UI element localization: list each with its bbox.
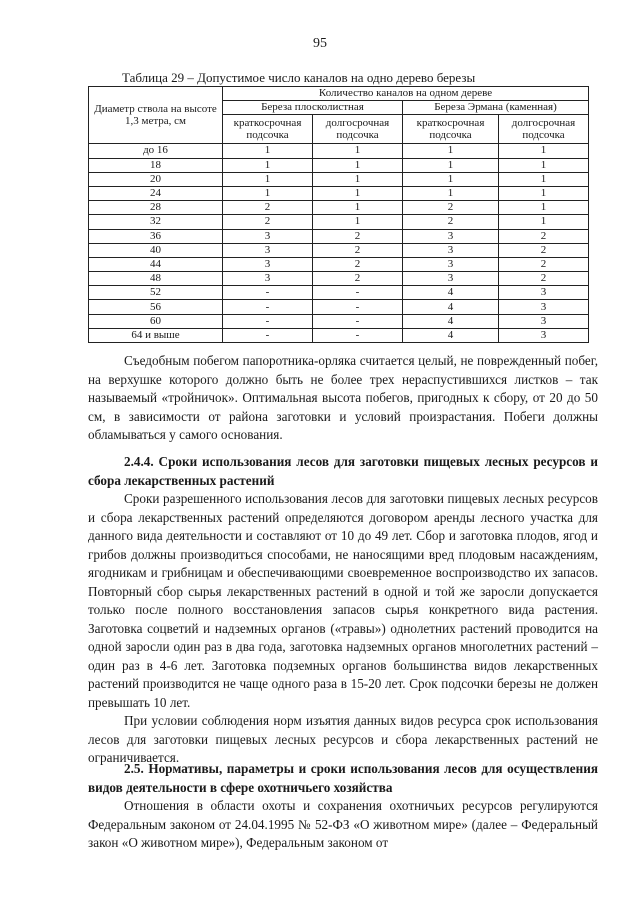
channel-count-cell: 3 [403,229,499,243]
channel-count-cell: 4 [403,286,499,300]
channel-count-cell: 3 [403,257,499,271]
channel-count-cell: 1 [499,172,589,186]
channel-count-cell: - [313,314,403,328]
table-row [89,186,589,200]
channel-count-cell: 3 [499,300,589,314]
channel-count-cell: 1 [313,144,403,158]
page-number: 95 [313,36,327,51]
table-row [89,229,589,243]
channel-count-cell: 2 [403,201,499,215]
channel-count-cell: 1 [223,144,313,158]
fern-paragraph: Съедобным побегом папоротника-орляка считается целый, не поврежденный побег, на верхушке которого должно быть не более трех нераспустившихся листков – так называемый «тройничок». Оптимальная высота побегов, пригодных к сбору, от 20 до 50 см, в зависимости от района заготовки и условий произрастания. Побеги должны обламываться у самого основания. [88,353,598,442]
diameter-cell: 20 [89,172,223,186]
table-row [89,158,589,172]
header-channels: Количество каналов на одном дереве [223,87,589,101]
channel-count-cell: 4 [403,314,499,328]
table-row [89,300,589,314]
channel-count-cell: 3 [223,257,313,271]
channel-count-cell: 1 [403,144,499,158]
channel-count-cell: 1 [313,172,403,186]
section-heading-2-4-4: 2.4.4. Сроки использования лесов для заготовки пищевых лесных ресурсов и сбора лекарственных растений [88,454,598,488]
channel-count-cell: 1 [499,144,589,158]
header-species-flat: Береза плосколистная [223,101,403,115]
channel-count-cell: 1 [403,158,499,172]
channel-count-cell: 1 [223,158,313,172]
diameter-cell: 48 [89,272,223,286]
channel-count-cell: 1 [499,186,589,200]
table-row [89,272,589,286]
channel-count-cell: 3 [223,243,313,257]
header-short-term: краткосрочная подсочка [403,115,499,144]
header-long-term: долгосрочная подсочка [499,115,589,144]
channel-count-cell: 2 [313,257,403,271]
channel-count-cell: 1 [499,215,589,229]
channel-count-cell: 2 [499,257,589,271]
section-heading-2-5: 2.5. Нормативы, параметры и сроки использования лесов для осуществления видов деятельности в сфере охотничьего хозяйства [88,761,598,795]
section-2-5 [88,760,598,853]
channel-count-cell: 1 [313,158,403,172]
diameter-cell: 56 [89,300,223,314]
channel-count-cell: - [223,300,313,314]
channel-count-cell: 1 [223,172,313,186]
channel-count-cell: - [313,300,403,314]
channel-count-cell: - [313,328,403,342]
table-caption: Таблица 29 – Допустимое число каналов на одно дерево березы [122,70,476,85]
diameter-cell: 36 [89,229,223,243]
diameter-cell: 52 [89,286,223,300]
channel-count-cell: 3 [223,229,313,243]
channel-count-cell: 4 [403,328,499,342]
diameter-cell: до 16 [89,144,223,158]
diameter-cell: 64 и выше [89,328,223,342]
header-short-term: краткосрочная подсочка [223,115,313,144]
channel-count-cell: 1 [313,201,403,215]
channel-count-cell: 1 [499,201,589,215]
table-row [89,172,589,186]
section-2-4-4-paragraph-1: Сроки разрешенного использования лесов для заготовки пищевых лесных ресурсов и сбора лекарственных растений определяются договором аренды лесного участка для данного вида деятельности и составляют от 10 до 49 лет. Сбор и заготовка плодов, ягод и грибов должны производиться способами, не наносящими вред плодовым насаждениям, ягодникам и грибницам и обеспечивающими своевременное воспроизводство их запасов. Повторный сбор сырья лекарственных растений в одной и той же заросли допускается только после полного восстановления запасов сырья конкретного вида растения. Заготовка соцветий и надземных органов («травы») однолетних растений проводится на одной заросли один раз в два года, заготовка надземных органов многолетних растений – один раз в 4-6 лет. Заготовка подземных органов большинства видов лекарственных растений производится не чаще одного раза в 15-20 лет. Срок подсочки березы не должен превышать 10 лет. [88,491,598,710]
diameter-cell: 60 [89,314,223,328]
fern-paragraph-block [88,352,598,445]
channel-count-cell: - [223,286,313,300]
channel-count-cell: 2 [313,229,403,243]
section-2-5-paragraph-1: Отношения в области охоты и сохранения охотничьих ресурсов регулируются Федеральным законом от 24.04.1995 № 52-ФЗ «О животном мире» (далее – Федеральный закон «О животном мире»), Федеральным законом от [88,798,598,850]
header-diameter: Диаметр ствола на высоте 1,3 метра, см [89,87,223,144]
channel-count-cell: 1 [313,186,403,200]
channel-count-cell: 2 [223,201,313,215]
table-row [89,257,589,271]
channel-count-cell: 2 [223,215,313,229]
table-row [89,314,589,328]
channel-count-cell: 1 [313,215,403,229]
channel-count-cell: 2 [499,229,589,243]
channel-count-cell: 1 [223,186,313,200]
section-2-4-4 [88,453,598,768]
channel-count-cell: 3 [499,314,589,328]
diameter-cell: 28 [89,201,223,215]
header-long-term: долгосрочная подсочка [313,115,403,144]
channel-count-cell: - [313,286,403,300]
table-row [89,328,589,342]
table-row [89,286,589,300]
channel-count-cell: 2 [499,243,589,257]
diameter-cell: 24 [89,186,223,200]
section-2-4-4-paragraph-2: При условии соблюдения норм изъятия данных видов ресурса срок использования лесов для заготовки пищевых лесных ресурсов и сбора лекарственных растений не ограничивается. [88,713,598,765]
channel-count-cell: 3 [499,328,589,342]
channel-count-cell: 1 [499,158,589,172]
channel-count-cell: 2 [403,215,499,229]
birch-channels-table [88,86,589,343]
channel-count-cell: 4 [403,300,499,314]
channel-count-cell: 3 [403,272,499,286]
channel-count-cell: 3 [403,243,499,257]
table-row [89,215,589,229]
channel-count-cell: - [223,314,313,328]
table-row [89,243,589,257]
diameter-cell: 40 [89,243,223,257]
table-row [89,201,589,215]
diameter-cell: 32 [89,215,223,229]
channel-count-cell: 1 [403,186,499,200]
channel-count-cell: 3 [499,286,589,300]
channel-count-cell: - [223,328,313,342]
diameter-cell: 44 [89,257,223,271]
diameter-cell: 18 [89,158,223,172]
channel-count-cell: 3 [223,272,313,286]
table-row [89,144,589,158]
channel-count-cell: 2 [499,272,589,286]
channel-count-cell: 2 [313,272,403,286]
header-species-erman: Береза Эрмана (каменная) [403,101,589,115]
channel-count-cell: 2 [313,243,403,257]
channel-count-cell: 1 [403,172,499,186]
